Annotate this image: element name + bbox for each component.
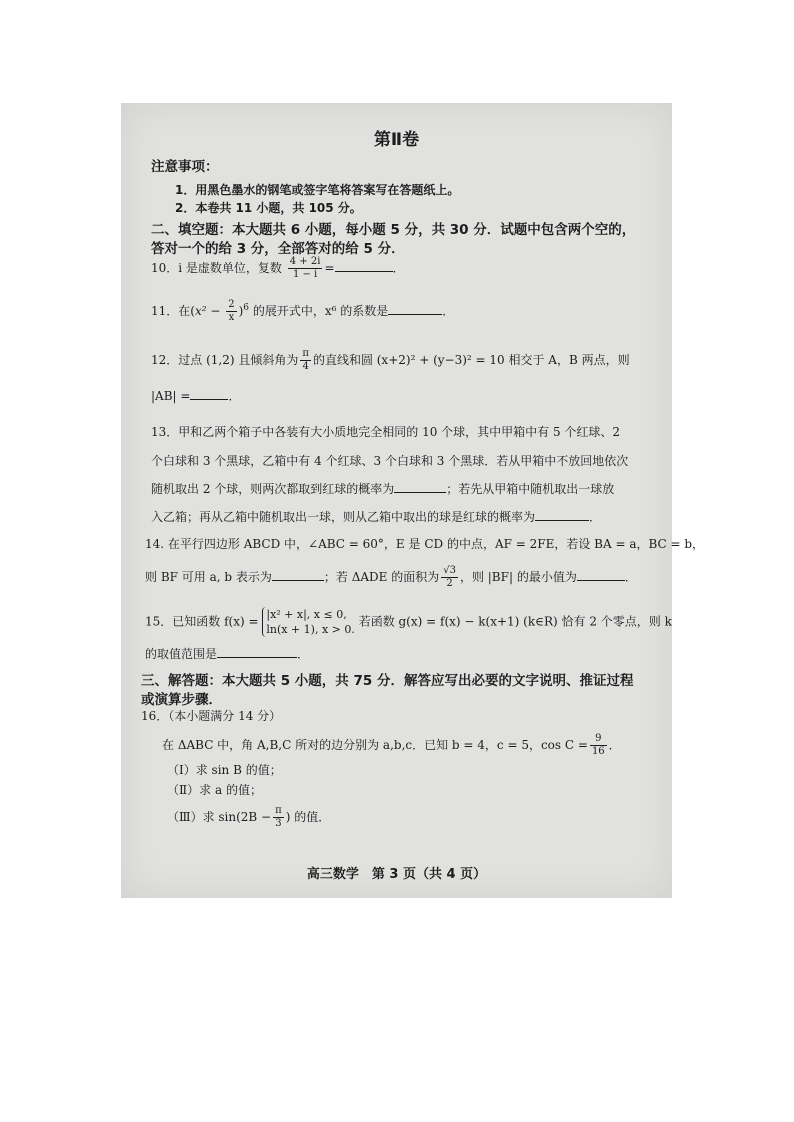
exam-page	[121, 103, 705, 898]
q14-answer-blank-1[interactable]	[272, 568, 324, 581]
question-16-stem: 在 ΔABC 中，角 A,B,C 所对的边分别为 a,b,c．已知 b = 4，c = 5，cos C = $\frac{9}{16}$ ．	[162, 733, 621, 757]
question-16-part1: （Ⅰ）求 sin B 的值；	[167, 763, 282, 777]
question-15: 15．已知函数 f(x) = |x² + x|, x ≤ 0, ln(x + 1), x > 0. 若函数 g(x) = f(x) − k(x+1) (k∈R) 恰有 2 个零点，则 k	[145, 608, 672, 636]
question-13-line3: 随机取出 2 个球，则两次都取到红球的概率为 ；若先从甲箱中随机取出一球放	[151, 482, 615, 496]
question-15-line2: 的取值范围是 ．	[145, 647, 310, 661]
question-13-line4: 入乙箱；再从乙箱中随机取出一球，则从乙箱中取出的球是红球的概率为 ．	[151, 510, 602, 524]
q14-answer-blank-2[interactable]	[577, 568, 625, 581]
question-16-part3: （Ⅲ）求 sin(2B − $\frac{\pi}{3}$ ) 的值．	[167, 805, 331, 829]
part3-heading-line2: 或演算步骤．	[141, 692, 222, 708]
q10-answer-blank[interactable]	[335, 259, 393, 272]
question-11: 11．在(x² − $\frac{2}{x}$ )$^6$ 的展开式中，x⁶ 的系数是 ．	[151, 299, 455, 323]
question-14-line1: 14. 在平行四边形 ABCD 中，∠ABC = 60°，E 是 CD 的中点，AF = 2FE，若设 BA = a，BC = b，	[145, 537, 705, 551]
notice-item-1: 1．用黑色墨水的钢笔或签字笔将答案写在答题纸上。	[175, 183, 460, 197]
question-12: 12．过点 (1,2) 且倾斜角为 $\frac{\pi}{4}$ 的直线和圆 (x+2)² + (y−3)² = 10 相交于 A，B 两点，则	[151, 348, 630, 372]
section-title: 第Ⅱ卷	[373, 130, 420, 150]
notice-heading: 注意事项：	[151, 159, 219, 175]
part2-heading-line2: 答对一个的给 3 分，全部答对的给 5 分．	[151, 241, 405, 257]
question-10: 10．i 是虚数单位，复数 $\frac{4 + 2i}{1 - i}$ = ．	[151, 256, 405, 280]
question-14-line2: 则 BF 可用 a, b 表示为 ；若 ΔADE 的面积为 $\frac{√3}{2}$ ，则 |BF| 的最小值为 ．	[145, 565, 637, 589]
part2-heading-line1: 二、填空题：本大题共 6 小题，每小题 5 分，共 30 分．试题中包含两个空的，	[151, 222, 636, 238]
q15-answer-blank[interactable]	[217, 645, 297, 658]
piecewise-brace: |x² + x|, x ≤ 0, ln(x + 1), x > 0.	[262, 607, 355, 637]
notice-item-2: 2．本卷共 11 小题，共 105 分。	[175, 201, 362, 215]
question-12-line2: |AB| = ．	[151, 389, 241, 403]
question-16-header: 16．（本小题满分 14 分）	[141, 709, 282, 723]
question-16-part2: （Ⅱ）求 a 的值；	[167, 783, 262, 797]
question-13-line1: 13．甲和乙两个箱子中各装有大小质地完全相同的 10 个球，其中甲箱中有 5 个红球、2	[151, 425, 621, 439]
q11-answer-blank[interactable]	[388, 302, 442, 315]
q12-answer-blank[interactable]	[190, 387, 228, 400]
question-13-line2: 个白球和 3 个黑球，乙箱中有 4 个红球、3 个白球和 3 个黑球．若从甲箱中不放回地依次	[151, 454, 629, 468]
q13-answer-blank-2[interactable]	[535, 508, 589, 521]
part3-heading-line1: 三、解答题：本大题共 5 小题，共 75 分．解答应写出必要的文字说明、推证过程	[141, 673, 634, 689]
q10-fraction: $\frac{4 + 2i}{1 - i}$	[289, 256, 321, 280]
page-footer: 高三数学 第 3 页（共 4 页）	[306, 867, 487, 882]
q13-answer-blank-1[interactable]	[394, 480, 446, 493]
